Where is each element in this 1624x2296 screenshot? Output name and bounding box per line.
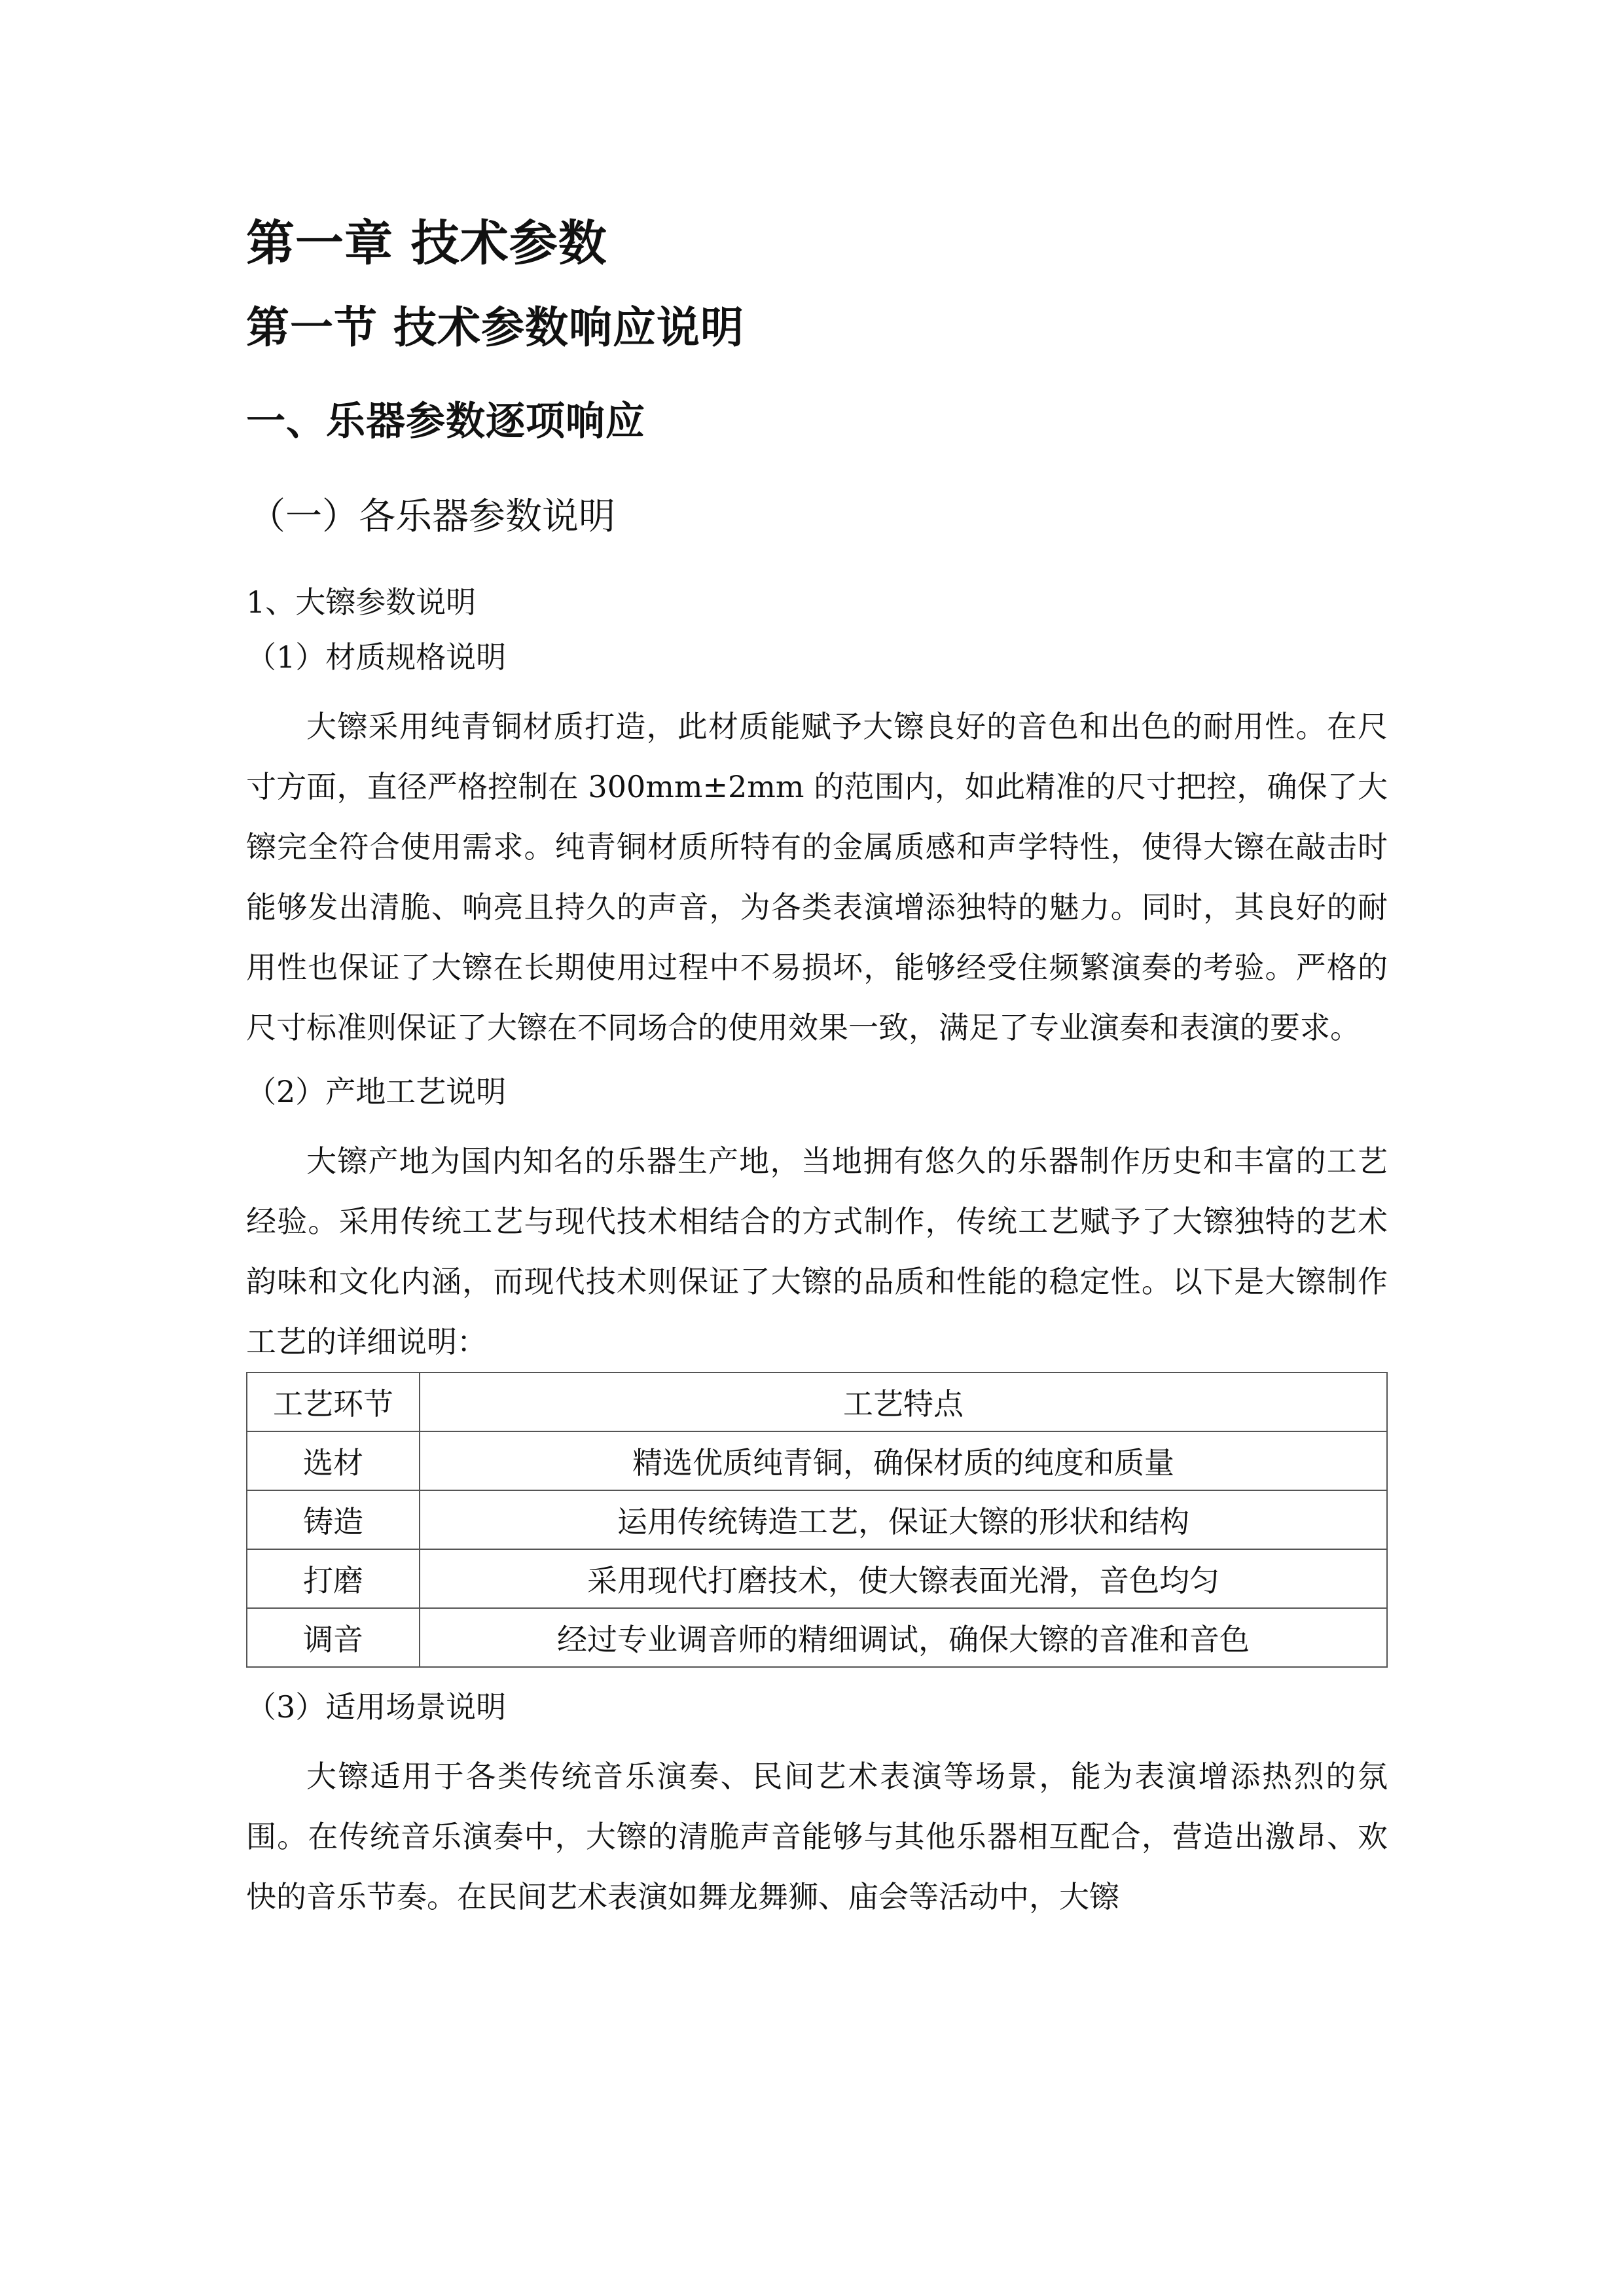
paragraph-origin: 大镲产地为国内知名的乐器生产地，当地拥有悠久的乐器制作历史和丰富的工艺经验。采用传统工艺与现代技术相结合的方式制作，传统工艺赋予了大镲独特的艺术韵味和文化内涵，而现代技术则保证了大镲的品质和性能的稳定性。以下是大镲制作工艺的详细说明： [246,1143,1388,1359]
chapter-heading: 第一章 技术参数 [246,215,607,272]
point-heading-origin: （2）产地工艺说明 [246,1074,507,1109]
table-cell: 经过专业调音师的精细调试，确保大镲的音准和音色 [420,1608,1387,1667]
table-header-cell: 工艺特点 [420,1372,1387,1431]
item-heading: 1、大镲参数说明 [246,584,477,620]
table-cell: 打磨 [247,1549,420,1608]
table-cell: 运用传统铸造工艺，保证大镲的形状和结构 [420,1490,1387,1549]
table-cell: 精选优质纯青铜，确保材质的纯度和质量 [420,1431,1387,1490]
table-row [247,1608,1387,1667]
paragraph-usage: 大镲适用于各类传统音乐演奏、民间艺术表演等场景，能为表演增添热烈的氛围。在传统音乐演奏中，大镲的清脆声音能够与其他乐器相互配合，营造出激昂、欢快的音乐节奏。在民间艺术表演如舞龙舞狮、庙会等活动中，大镲 [246,1759,1388,1914]
table-cell: 调音 [247,1608,420,1667]
point-heading-material: （1）材质规格说明 [246,639,507,675]
table-row [247,1490,1387,1549]
subsection-heading: 一、乐器参数逐项响应 [246,399,645,444]
subsubsection-heading: （一）各乐器参数说明 [249,495,615,538]
table-row [247,1549,1387,1608]
table-header-row [247,1372,1387,1431]
table-cell: 选材 [247,1431,420,1490]
document-body [246,211,1388,1937]
point-heading-usage: （3）适用场景说明 [246,1689,507,1725]
table-row [247,1431,1387,1490]
section-heading: 第一节 技术参数响应说明 [246,302,744,353]
craft-table [246,1372,1388,1668]
table-header-cell: 工艺环节 [247,1372,420,1431]
table-cell: 采用现代打磨技术，使大镲表面光滑，音色均匀 [420,1549,1387,1608]
table-cell: 铸造 [247,1490,420,1549]
paragraph-material: 大镲采用纯青铜材质打造，此材质能赋予大镲良好的音色和出色的耐用性。在尺寸方面，直径严格控制在 300mm±2mm 的范围内，如此精准的尺寸把控，确保了大镲完全符合使用需求。纯青铜材质所特有的金属质感和声学特性，使得大镲在敲击时能够发出清脆、响亮且持久的声音，为各类表演增添独特的魅力。同时，其良好的耐用性也保证了大镲在长期使用过程中不易损坏，能够经受住频繁演奏的考验。严格的尺寸标准则保证了大镲在不同场合的使用效果一致，满足了专业演奏和表演的要求。 [246,709,1388,1045]
